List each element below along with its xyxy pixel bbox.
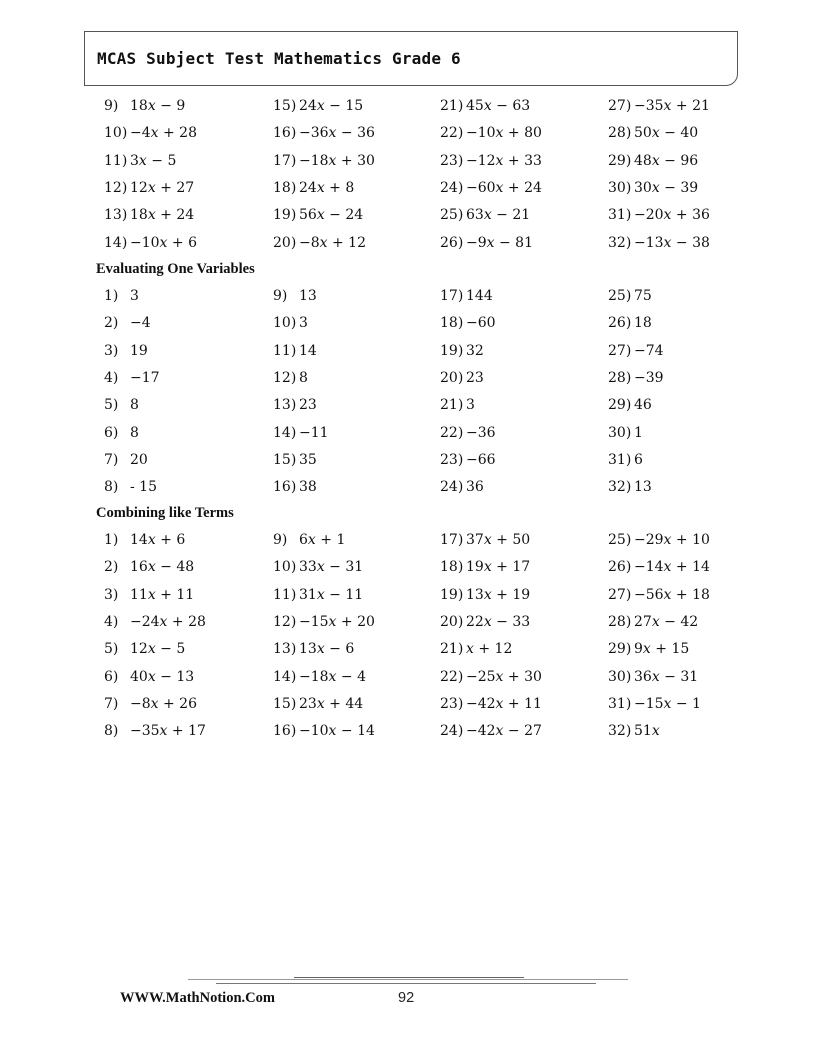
answer-expression: −24x + 28 — [130, 613, 206, 630]
answer-item — [440, 477, 484, 497]
answer-item — [273, 612, 375, 632]
answer-item — [273, 233, 366, 253]
answer-item — [440, 178, 542, 198]
answer-expression: 22x − 33 — [466, 613, 531, 630]
answer-expression: 3 — [130, 288, 139, 304]
answer-item — [608, 694, 701, 714]
answer-item — [608, 721, 660, 741]
answer-number: 3) — [104, 342, 119, 359]
answer-item — [608, 313, 652, 333]
answer-item — [440, 395, 475, 415]
answer-item — [104, 694, 197, 714]
answer-expression: −14x + 14 — [634, 559, 710, 576]
answer-item — [440, 557, 530, 577]
answer-item — [273, 341, 317, 361]
answer-number: 2) — [104, 315, 119, 332]
answer-number: 18) — [273, 179, 297, 196]
answer-expression: 23 — [299, 397, 317, 414]
answer-item — [104, 721, 206, 741]
answer-item — [608, 178, 698, 198]
answer-expression: 24x + 8 — [299, 179, 355, 196]
answer-expression: 12x − 5 — [130, 641, 186, 658]
answer-expression: 144 — [466, 288, 493, 304]
answer-expression: 46 — [634, 397, 652, 414]
answer-number: 31) — [608, 695, 632, 712]
answer-item — [608, 96, 710, 116]
answer-expression: −15x − 1 — [634, 695, 701, 712]
answer-expression: 19x + 17 — [466, 559, 531, 576]
answer-number: 12) — [104, 179, 128, 196]
answer-expression: −9x − 81 — [466, 234, 533, 251]
answer-expression: 23 — [466, 369, 484, 386]
answer-number: 32) — [608, 479, 632, 496]
answer-expression: 8 — [130, 424, 139, 441]
answer-number: 27) — [608, 342, 632, 359]
answer-item — [273, 286, 317, 306]
answer-expression: - 15 — [130, 479, 157, 496]
answer-item — [273, 178, 354, 198]
answer-number: 15) — [273, 695, 297, 712]
answer-item — [440, 341, 484, 361]
answer-expression: −60 — [466, 315, 496, 332]
answer-number: 20) — [273, 234, 297, 251]
answer-number: 29) — [608, 152, 632, 169]
answer-item — [104, 667, 194, 687]
answer-expression: 75 — [634, 288, 652, 304]
answer-number: 21) — [440, 98, 464, 114]
answer-item — [273, 96, 363, 116]
answer-expression: −4 — [130, 315, 151, 332]
answer-number: 13) — [273, 641, 297, 658]
answer-item — [273, 477, 317, 497]
answer-item — [440, 151, 542, 171]
answer-item — [440, 286, 493, 306]
answer-expression: −10x + 80 — [466, 125, 542, 142]
answer-item — [440, 585, 530, 605]
answer-item — [440, 205, 530, 225]
answer-expression: 13 — [634, 479, 652, 496]
answer-number: 8) — [104, 723, 119, 740]
answer-number: 11) — [104, 152, 128, 169]
answer-item — [273, 123, 375, 143]
answer-item — [608, 123, 698, 143]
footer-divider-lower — [216, 983, 596, 984]
answer-number: 10) — [104, 125, 128, 142]
answer-expression: 48x − 96 — [634, 152, 699, 169]
answer-item — [608, 477, 652, 497]
answer-expression: −36 — [466, 424, 496, 441]
answer-item — [104, 313, 151, 333]
section-heading-evaluating: Evaluating One Variables — [96, 261, 255, 277]
answer-number: 28) — [608, 613, 632, 630]
answer-number: 4) — [104, 613, 119, 630]
answer-item — [440, 450, 496, 470]
answer-expression: 14x + 6 — [130, 532, 186, 548]
answer-item — [273, 639, 354, 659]
answer-number: 11) — [273, 342, 297, 359]
answer-number: 26) — [440, 234, 464, 251]
answer-item — [104, 450, 148, 470]
answer-item — [104, 205, 194, 225]
answer-item — [104, 151, 176, 171]
answer-number: 18) — [440, 315, 464, 332]
answer-expression: 35 — [299, 451, 317, 468]
answer-item — [440, 667, 542, 687]
answer-expression: 32 — [466, 342, 484, 359]
answer-expression: 45x − 63 — [466, 98, 531, 114]
answer-number: 28) — [608, 125, 632, 142]
answer-number: 9) — [273, 288, 288, 304]
answer-item — [273, 694, 363, 714]
answer-number: 29) — [608, 397, 632, 414]
answer-number: 16) — [273, 479, 297, 496]
answer-item — [104, 477, 157, 497]
answer-number: 11) — [273, 586, 297, 603]
answer-expression: 18 — [634, 315, 652, 332]
answer-expression: −17 — [130, 369, 160, 386]
answer-item — [273, 313, 308, 333]
answer-expression: −60x + 24 — [466, 179, 542, 196]
answer-expression: 33x − 31 — [299, 559, 364, 576]
answer-number: 15) — [273, 451, 297, 468]
answer-number: 23) — [440, 695, 464, 712]
answer-expression: 38 — [299, 479, 317, 496]
answer-expression: 36x − 31 — [634, 668, 699, 685]
answer-expression: 1 — [634, 424, 643, 441]
answer-expression: 14 — [299, 342, 317, 359]
answer-number: 16) — [273, 723, 297, 740]
answer-number: 22) — [440, 125, 464, 142]
answer-item — [104, 368, 160, 388]
answer-number: 19) — [273, 207, 297, 224]
answer-expression: 63x − 21 — [466, 207, 531, 224]
answer-expression: −18x − 4 — [299, 668, 366, 685]
answer-expression: 3 — [299, 315, 308, 332]
answer-expression: −74 — [634, 342, 664, 359]
answer-item — [273, 667, 366, 687]
answer-expression: −4x + 28 — [130, 125, 197, 142]
answer-item — [273, 530, 345, 550]
answer-expression: −66 — [466, 451, 496, 468]
answer-number: 13) — [273, 397, 297, 414]
answer-item — [440, 123, 542, 143]
answer-number: 6) — [104, 424, 119, 441]
answer-expression: −42x + 11 — [466, 695, 542, 712]
answer-item — [273, 557, 363, 577]
answer-number: 2) — [104, 559, 119, 576]
answer-item — [608, 585, 710, 605]
answer-number: 17) — [273, 152, 297, 169]
answer-number: 1) — [104, 532, 119, 548]
answer-expression: 6x + 1 — [299, 532, 346, 548]
answer-number: 17) — [440, 532, 464, 548]
answer-number: 9) — [273, 532, 288, 548]
answer-number: 30) — [608, 179, 632, 196]
answer-expression: 13x − 6 — [299, 641, 355, 658]
answer-number: 27) — [608, 98, 632, 114]
answer-number: 8) — [104, 479, 119, 496]
answer-number: 25) — [608, 532, 632, 548]
answer-number: 1) — [104, 288, 119, 304]
answer-number: 32) — [608, 234, 632, 251]
footer-divider — [188, 979, 628, 980]
answer-item — [608, 612, 698, 632]
answer-item — [608, 341, 664, 361]
answer-item — [104, 557, 194, 577]
answer-expression: −13x − 38 — [634, 234, 710, 251]
answer-expression: −18x + 30 — [299, 152, 375, 169]
answer-item — [104, 585, 194, 605]
answer-item — [273, 395, 317, 415]
answer-expression: −39 — [634, 369, 664, 386]
answer-number: 30) — [608, 424, 632, 441]
answer-item — [440, 96, 530, 116]
answer-number: 21) — [440, 397, 464, 414]
answer-expression: −35x + 17 — [130, 723, 206, 740]
answer-expression: −8x + 26 — [130, 695, 197, 712]
answer-item — [440, 612, 530, 632]
answer-number: 24) — [440, 723, 464, 740]
answer-item — [608, 423, 643, 443]
answer-number: 19) — [440, 342, 464, 359]
footer-divider-accent — [294, 977, 524, 978]
answer-expression: −42x − 27 — [466, 723, 542, 740]
answer-expression: 11x + 11 — [130, 586, 195, 603]
answer-number: 24) — [440, 479, 464, 496]
answer-expression: 31x − 11 — [299, 586, 364, 603]
answer-number: 17) — [440, 288, 464, 304]
answer-expression: 8 — [130, 397, 139, 414]
answer-number: 19) — [440, 586, 464, 603]
answer-number: 26) — [608, 315, 632, 332]
answer-item — [608, 557, 710, 577]
answer-number: 30) — [608, 668, 632, 685]
answer-item — [608, 151, 698, 171]
answer-number: 25) — [608, 288, 632, 304]
answer-item — [104, 639, 185, 659]
answer-item — [104, 233, 197, 253]
answer-item — [440, 423, 496, 443]
answer-number: 14) — [104, 234, 128, 251]
answer-item — [104, 423, 139, 443]
answer-number: 20) — [440, 369, 464, 386]
answer-number: 22) — [440, 668, 464, 685]
answer-number: 16) — [273, 125, 297, 142]
answer-expression: 36 — [466, 479, 484, 496]
answer-number: 25) — [440, 207, 464, 224]
answer-expression: −10x − 14 — [299, 723, 375, 740]
answer-expression: 50x − 40 — [634, 125, 699, 142]
answer-number: 32) — [608, 723, 632, 740]
answer-item — [440, 639, 512, 659]
answer-expression: −12x + 33 — [466, 152, 542, 169]
answer-expression: 8 — [299, 369, 308, 386]
answer-expression: −29x + 10 — [634, 532, 710, 548]
page-number: 92 — [398, 990, 415, 1006]
answer-number: 5) — [104, 397, 119, 414]
answer-expression: 13 — [299, 288, 317, 304]
answer-item — [440, 721, 542, 741]
answer-item — [440, 530, 530, 550]
answer-item — [608, 395, 652, 415]
answer-item — [440, 368, 484, 388]
answer-item — [608, 639, 689, 659]
section-heading-combining: Combining like Terms — [96, 505, 234, 521]
answer-expression: 6 — [634, 451, 643, 468]
answer-item — [273, 151, 375, 171]
answer-number: 29) — [608, 641, 632, 658]
answer-expression: 19 — [130, 342, 148, 359]
answer-item — [273, 450, 317, 470]
answer-item — [608, 667, 698, 687]
answer-expression: 23x + 44 — [299, 695, 364, 712]
answer-item — [104, 612, 206, 632]
answer-expression: 27x − 42 — [634, 613, 699, 630]
answer-expression: 13x + 19 — [466, 586, 531, 603]
answer-number: 14) — [273, 668, 297, 685]
answer-item — [608, 450, 643, 470]
answer-expression: 9x + 15 — [634, 641, 690, 658]
answer-item — [608, 530, 710, 550]
answer-expression: 56x − 24 — [299, 207, 364, 224]
answer-expression: −11 — [299, 424, 329, 441]
answer-item — [440, 694, 542, 714]
answer-number: 27) — [608, 586, 632, 603]
answer-item — [440, 313, 496, 333]
answer-expression: 40x − 13 — [130, 668, 195, 685]
answer-number: 13) — [104, 207, 128, 224]
answer-expression: −8x + 12 — [299, 234, 366, 251]
answer-number: 23) — [440, 451, 464, 468]
answer-item — [273, 423, 329, 443]
answer-number: 5) — [104, 641, 119, 658]
answer-number: 23) — [440, 152, 464, 169]
answer-item — [273, 721, 375, 741]
answer-expression: 51x — [634, 723, 660, 740]
answer-expression: −10x + 6 — [130, 234, 197, 251]
answer-expression: 20 — [130, 451, 148, 468]
answer-expression: −15x + 20 — [299, 613, 375, 630]
answer-item — [104, 395, 139, 415]
answer-expression: 30x − 39 — [634, 179, 699, 196]
answer-number: 9) — [104, 98, 119, 114]
answer-expression: −36x − 36 — [299, 125, 375, 142]
answer-expression: −25x + 30 — [466, 668, 542, 685]
answer-number: 22) — [440, 424, 464, 441]
answer-item — [104, 530, 185, 550]
answer-number: 21) — [440, 641, 464, 658]
answer-number: 12) — [273, 613, 297, 630]
answer-expression: −20x + 36 — [634, 207, 710, 224]
answer-number: 7) — [104, 451, 119, 468]
answer-number: 7) — [104, 695, 119, 712]
answer-item — [273, 585, 363, 605]
answer-item — [104, 178, 194, 198]
page-title: MCAS Subject Test Mathematics Grade 6 — [97, 49, 461, 68]
answer-item — [440, 233, 533, 253]
answer-expression: −35x + 21 — [634, 98, 710, 114]
answer-item — [608, 368, 664, 388]
answer-item — [104, 341, 148, 361]
answer-expression: 3x − 5 — [130, 152, 177, 169]
answer-expression: 24x − 15 — [299, 98, 364, 114]
answer-number: 31) — [608, 451, 632, 468]
answer-expression: 18x − 9 — [130, 98, 186, 114]
answer-number: 14) — [273, 424, 297, 441]
answer-item — [104, 123, 197, 143]
answer-number: 10) — [273, 559, 297, 576]
answer-expression: −56x + 18 — [634, 586, 710, 603]
answer-expression: x + 12 — [466, 641, 513, 658]
answer-item — [608, 233, 710, 253]
answer-number: 15) — [273, 98, 297, 114]
answer-number: 28) — [608, 369, 632, 386]
answer-expression: 16x − 48 — [130, 559, 195, 576]
answer-number: 24) — [440, 179, 464, 196]
footer-website-link[interactable]: WWW.MathNotion.Com — [120, 990, 275, 1006]
answer-number: 18) — [440, 559, 464, 576]
answer-expression: 18x + 24 — [130, 207, 195, 224]
answer-number: 6) — [104, 668, 119, 685]
answer-number: 4) — [104, 369, 119, 386]
answer-expression: 37x + 50 — [466, 532, 531, 548]
answer-expression: 3 — [466, 397, 475, 414]
answer-number: 20) — [440, 613, 464, 630]
answer-item — [104, 96, 185, 116]
answer-expression: 12x + 27 — [130, 179, 195, 196]
answer-item — [608, 205, 710, 225]
answer-number: 10) — [273, 315, 297, 332]
answer-item — [273, 368, 308, 388]
answer-number: 31) — [608, 207, 632, 224]
answer-number: 26) — [608, 559, 632, 576]
answer-number: 3) — [104, 586, 119, 603]
answer-item — [104, 286, 139, 306]
answer-item — [273, 205, 363, 225]
answer-number: 12) — [273, 369, 297, 386]
answer-item — [608, 286, 652, 306]
